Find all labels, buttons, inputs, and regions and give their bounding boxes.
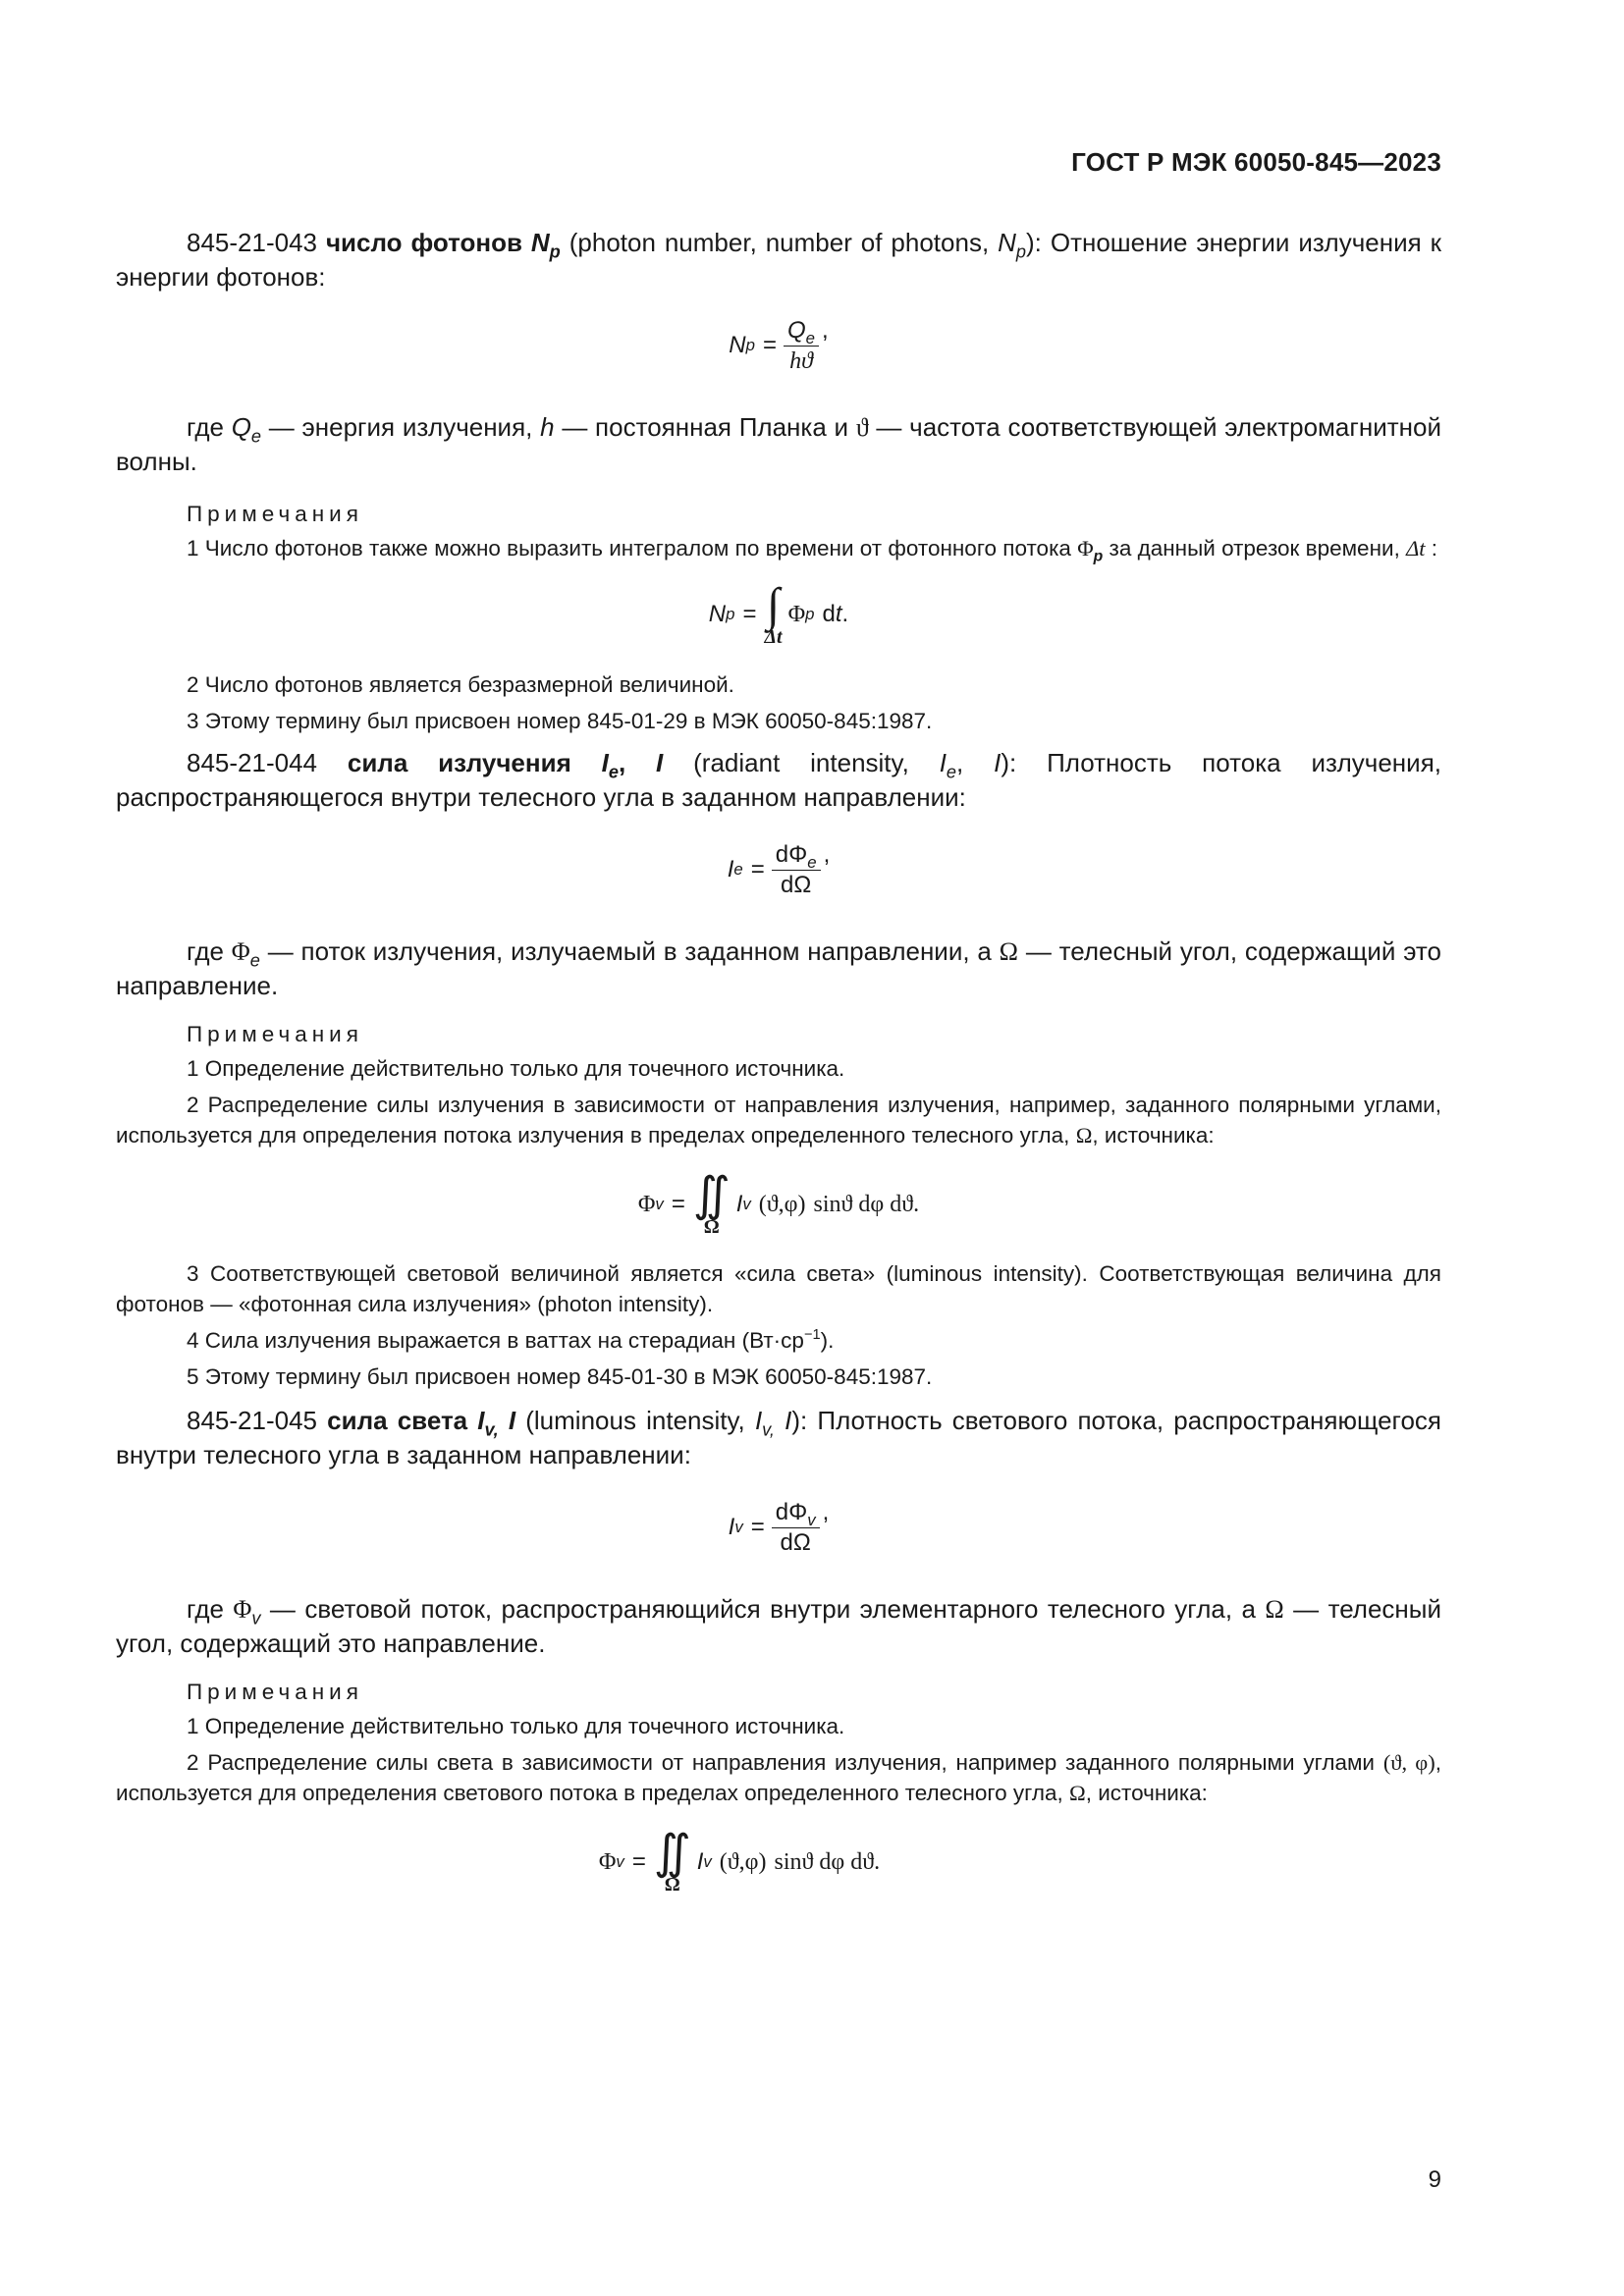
formula-photon-integral: N p = ∫ Δt Φ p d t . [708,579,849,648]
note-2: 2 Число фотонов является безразмерной величиной. [187,672,734,697]
term-entry-845-21-045: 845-21-045 сила света $I_{v,}$ I (luminous intensity, $I_{v,}$ I): Плотность светового потока, распространяющегося внутри телесного угла в заданном направлении: [116,1406,1441,1469]
note-4: 4 Сила излучения выражается в ваттах на стерадиан $(Вт\cdot ср^{-1})$. [187,1327,835,1353]
notes-title: Примечания [187,1022,363,1046]
document-body [116,226,1441,1902]
note-1: 1 Определение действительно только для точечного источника. [187,1714,845,1738]
integral-sign: ∫ Δt [764,579,783,648]
term-code: 845-21-044 [187,748,317,777]
double-integral-sign: ∬ Ω [692,1169,731,1238]
term-entry-845-21-044: 845-21-044 сила излучения $I_e$, I (radiant intensity, $I_e$, I): Плотность потока излучения, распространяющегося внутри телесного угла в заданном направлении: [116,748,1441,812]
formula-explanation: где $\Phi_e$ — поток излучения, излучаемый в заданном направлении, а Ω — телесный угол, содержащий это направление. [116,936,1442,1000]
note-5: 5 Этому термину был присвоен номер 845-01-30 в МЭК 60050-845:1987. [187,1364,933,1389]
term-english: (luminous intensity, [525,1406,745,1435]
term-code: 845-21-043 [187,228,317,257]
note-3: 3 Этому термину был присвоен номер 845-01-29 в МЭК 60050-845:1987. [187,709,933,733]
double-integral-sign: ∬ Ω [653,1827,691,1896]
notes-title: Примечания [187,502,363,526]
term-code: 845-21-045 [187,1406,317,1435]
term-symbol: I [477,1406,485,1435]
term-symbol: I [601,748,609,777]
term-definition: Плотность светового потока, распространяющегося внутри телесного угла в заданном направлении: [116,1406,1441,1469]
fraction: $\frac{Q_e}{hϑ}$ [784,317,819,375]
formula-luminous-double-integral: Φ v = ∬ Ω I v (ϑ,φ) sinϑ dφ dϑ. [598,1827,881,1896]
term-english: (radiant intensity, [693,748,909,777]
notes-title: Примечания [187,1680,363,1704]
formula-explanation: где $Q_e$ — энергия излучения, h — постоянная Планка и ϑ — частота соответствующей электромагнитной волны. [116,412,1441,476]
term-definition: Отношение энергии излучения к энергии фотонов: [116,228,1441,292]
document-header: ГОСТ Р МЭК 60050-845—2023 [1071,147,1441,177]
fraction: $\frac{d\Phi_e}{d\Omega}$ [772,841,821,899]
note-1: 1 Определение действительно только для точечного источника. [187,1056,845,1081]
note-3: 3 Соответствующей световой величиной является «сила света» (luminous intensity). Соответствующая величина для фотонов — «фотонная сила излучения» (photon intensity). [116,1261,1441,1316]
note-2: 2 Распределение силы излучения в зависимости от направления излучения, например, заданного полярными углами, используется для определения потока излучения в пределах определенного телесного угла, Ω, источника: [116,1093,1441,1148]
term-english: (photon number, number of photons, [568,228,990,257]
term-name: сила света [327,1406,468,1435]
term-name: сила излучения [347,748,571,777]
note-1: 1 Число фотонов также можно выразить интегралом по времени от фотонного потока $\Phi_p$ за данный отрезок времени, Δt : [187,536,1438,565]
term-definition: Плотность потока излучения, распространяющегося внутри телесного угла в заданном направлении: [116,748,1441,812]
term-entry-845-21-043: 845-21-043 число фотонов $N_p$ (photon number, number of photons, $N_p$): Отношение энергии излучения к энергии фотонов: [116,228,1441,292]
formula-radiant-intensity: I e = $\frac{d\Phi_e}{d\Omega}$ , [727,840,831,898]
term-name: число фотонов [325,228,522,257]
formula-luminous-intensity: I v = $\frac{d\Phi_v}{d\Omega}$ , [728,1498,830,1556]
formula-photon-number: N p = $\frac{Q_e}{hϑ}$ , [729,316,829,374]
note-2: 2 Распределение силы света в зависимости от направления излучения, например заданного полярными углами (ϑ, φ), используется для определения светового потока в пределах определенного телесного угла, Ω, источника: [116,1750,1441,1805]
page-number: 9 [1428,2166,1441,2193]
formula-explanation: где $\Phi_v$ — световой поток, распространяющийся внутри элементарного телесного угла, а Ω — телесный угол, содержащий это направление. [116,1594,1441,1658]
term-symbol: N [530,228,550,257]
fraction: $\frac{d\Phi_v}{d\Omega}$ [772,1499,820,1557]
formula-radiant-double-integral: Φ v = ∬ Ω I v (ϑ,φ) sinϑ dφ dϑ. [637,1169,920,1238]
